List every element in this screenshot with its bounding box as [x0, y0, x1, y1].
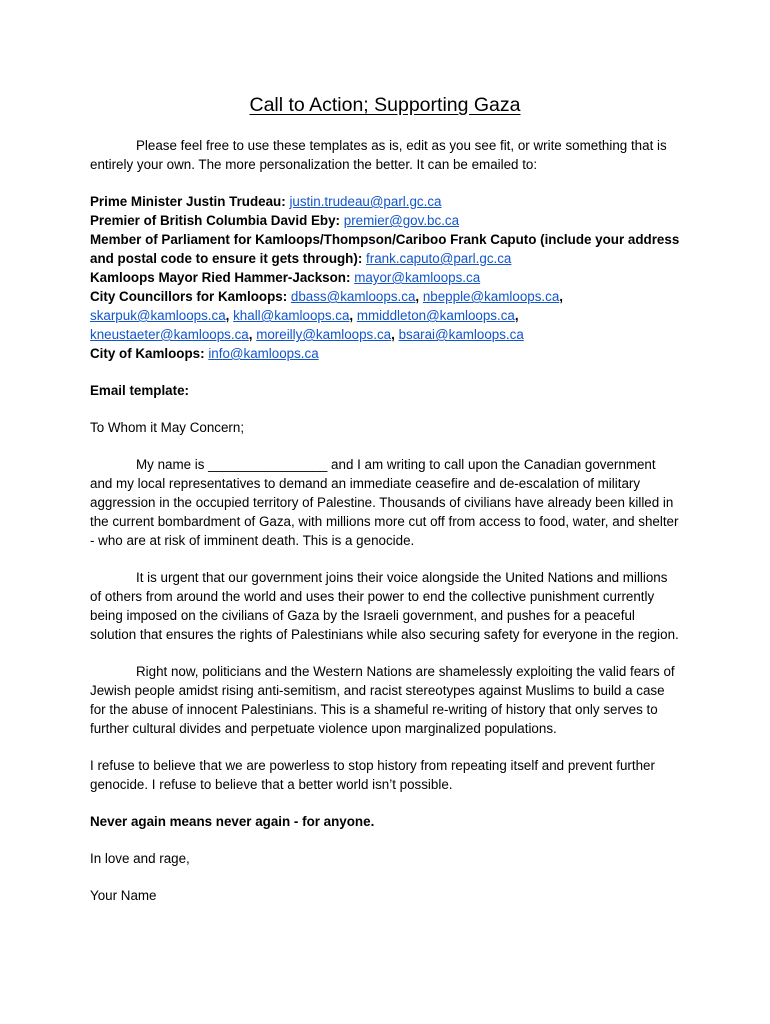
body-paragraph: Right now, politicians and the Western Nations are shamelessly exploiting the valid fears of Jewish people amidst rising anti-semitism, and racist stereotypes against Muslims to build a case for the abuse of innocent Palestinians. This is a shameful re-writing of history that only serves to further cultural divides and perpetuate violence upon marginalized populations. — [90, 664, 675, 736]
contact-mp-label: Member of Parliament for Kamloops/Thompson/Cariboo Frank Caputo (include your address and postal code to ensure it gets through): — [90, 232, 680, 266]
salutation: To Whom it May Concern; — [90, 420, 245, 435]
contact-pm-email-link[interactable]: justin.trudeau@parl.gc.ca — [289, 194, 442, 209]
councillor-email-link[interactable]: khall@kamloops.ca — [233, 308, 350, 323]
councillor-email-link[interactable]: nbepple@kamloops.ca — [422, 289, 560, 304]
contact-city — [90, 344, 680, 363]
contact-mp — [90, 230, 680, 268]
closing-statement-text: Never again means never again - for anyone. — [90, 814, 375, 829]
contact-councillors-label: City Councillors for Kamloops: — [90, 289, 288, 304]
contact-premier-email-link[interactable]: premier@gov.bc.ca — [343, 213, 460, 228]
councillor-email-link[interactable]: bsarai@kamloops.ca — [398, 327, 524, 342]
intro-paragraph: Please feel free to use these templates as is, edit as you see fit, or write something that is entirely your own. The more personalization the better. It can be emailed to: — [90, 138, 667, 172]
contact-mayor-email-link[interactable]: mayor@kamloops.ca — [354, 270, 481, 285]
councillor-email-link[interactable]: moreilly@kamloops.ca — [256, 327, 392, 342]
councillor-email-link[interactable]: kneustaeter@kamloops.ca — [90, 327, 249, 342]
contact-city-email-link[interactable]: info@kamloops.ca — [208, 346, 319, 361]
contact-mayor-label: Kamloops Mayor Ried Hammer-Jackson: — [90, 270, 351, 285]
body-paragraph: My name is ________________ and I am writing to call upon the Canadian government and my local representatives to demand an immediate ceasefire and de-escalation of military aggression in the occupied territory of Palestine. Thousands of civilians have already been killed in the current bombardment of Gaza, with millions more cut off from access to food, water, and shelter - who are at risk of imminent death. This is a genocide. — [90, 457, 679, 548]
contact-premier — [90, 211, 680, 230]
template-heading-text: Email template: — [90, 383, 189, 398]
councillor-email-link[interactable]: dbass@kamloops.ca — [290, 289, 416, 304]
body-paragraph: I refuse to believe that we are powerless to stop history from repeating itself and prevent further genocide. I refuse to believe that a better world isn’t possible. — [90, 758, 655, 792]
contact-premier-label: Premier of British Columbia David Eby: — [90, 213, 341, 228]
contact-pm-label: Prime Minister Justin Trudeau: — [90, 194, 286, 209]
template-heading — [90, 381, 680, 400]
councillor-email-link[interactable]: skarpuk@kamloops.ca — [90, 308, 226, 323]
contact-pm — [90, 192, 680, 211]
contact-mp-email-link[interactable]: frank.caputo@parl.gc.ca — [366, 251, 512, 266]
contact-list — [90, 192, 680, 363]
contact-city-label: City of Kamloops: — [90, 346, 205, 361]
councillor-email-link[interactable]: mmiddleton@kamloops.ca — [356, 308, 515, 323]
signature: Your Name — [90, 888, 157, 903]
signoff: In love and rage, — [90, 851, 190, 866]
contact-mayor — [90, 268, 680, 287]
closing-statement — [90, 812, 680, 831]
body-paragraph: It is urgent that our government joins their voice alongside the United Nations and millions of others from around the world and uses their power to end the collective punishment currently being imposed on the civilians of Gaza by the Israeli government, and pushes for a peaceful solution that ensures the rights of Palestinians while also securing safety for everyone in the region. — [90, 570, 679, 642]
contact-councillors: City Councillors for Kamloops: dbass@kamloops.ca, nbepple@kamloops.ca, skarpuk@kamloops.ca, khall@kamloops.ca, mmiddleton@kamloops.ca, kneustaeter@kamloops.ca, moreilly@kamloops.ca, bsarai@kamloops.ca — [90, 289, 564, 342]
page-title: Call to Action; Supporting Gaza — [249, 94, 521, 116]
